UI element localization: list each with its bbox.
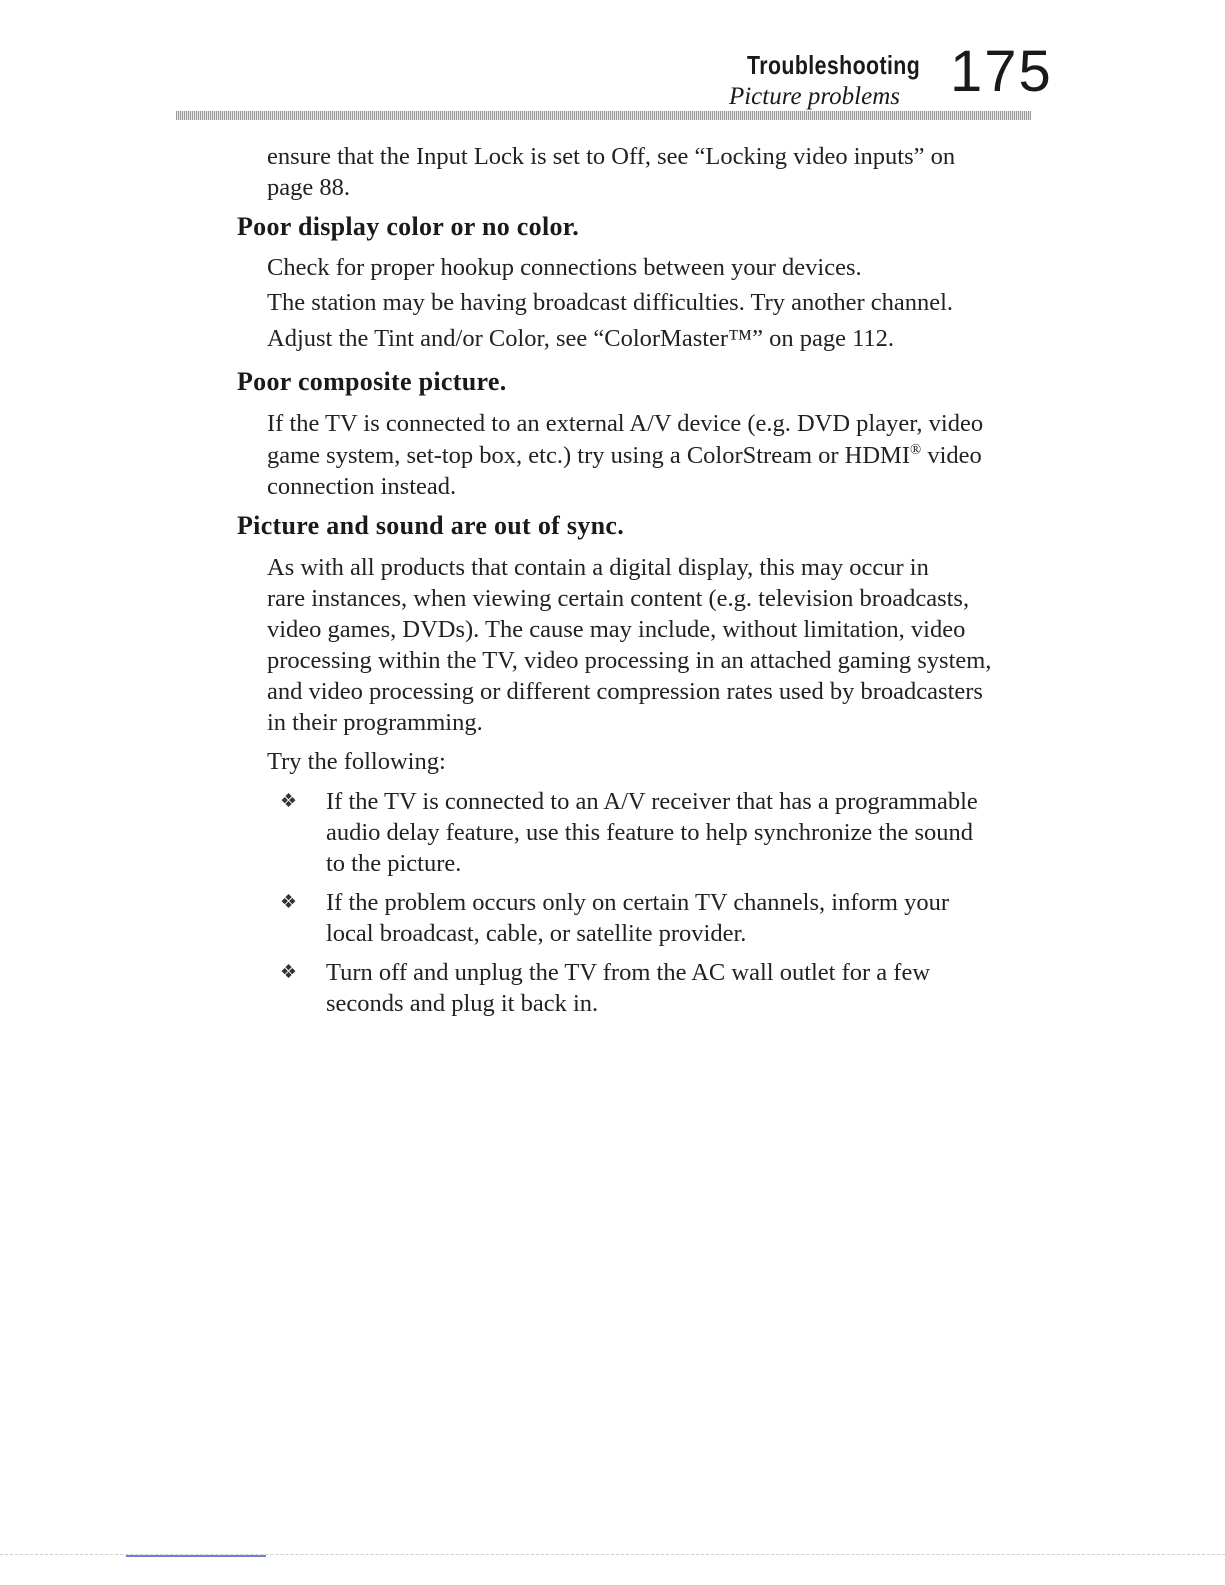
bullet-1-line-2: audio delay feature, use this feature to help synchronize the sound: [326, 819, 973, 846]
intro-line-1: ensure that the Input Lock is set to Off, see “Locking video inputs” on: [267, 143, 956, 170]
s2-line-2b: video: [921, 442, 982, 469]
s2-line-2a: game system, set-top box, etc.) try using a ColorStream or HDMI: [267, 442, 911, 469]
s1-paragraph-1: Check for proper hookup connections between your devices.: [267, 254, 862, 281]
bullet-3-line-2: seconds and plug it back in.: [326, 990, 599, 1017]
s1-paragraph-3: Adjust the Tint and/or Color, see “ColorMaster™” on page 112.: [267, 325, 895, 352]
bullet-3-line-1: Turn off and unplug the TV from the AC wall outlet for a few: [326, 959, 931, 986]
s3-line-1: As with all products that contain a digital display, this may occur in: [267, 554, 929, 581]
page-header: [0, 0, 1225, 125]
s2-line-2: [267, 441, 982, 471]
s2-line-3: connection instead.: [267, 473, 457, 500]
s2-line-1: If the TV is connected to an external A/V device (e.g. DVD player, video: [267, 410, 984, 437]
bullet-icon: ❖: [280, 892, 298, 913]
s3-line-3: video games, DVDs). The cause may include, without limitation, video: [267, 616, 966, 643]
bullet-icon: ❖: [280, 962, 298, 983]
footer-link-underline: [126, 1555, 266, 1557]
header-rule: [176, 111, 1031, 120]
s3-line-2: rare instances, when viewing certain content (e.g. television broadcasts,: [267, 585, 970, 612]
bullet-1-line-3: to the picture.: [326, 850, 462, 877]
heading-out-of-sync: Picture and sound are out of sync.: [237, 511, 624, 540]
heading-poor-composite: Poor composite picture.: [237, 367, 507, 396]
heading-poor-display-color: Poor display color or no color.: [237, 212, 580, 241]
s3-try: Try the following:: [267, 748, 446, 775]
bullet-2-line-1: If the problem occurs only on certain TV channels, inform your: [326, 889, 949, 916]
s3-line-6: in their programming.: [267, 709, 483, 736]
running-head-section: Troubleshooting: [746, 50, 920, 80]
bullet-1-line-1: If the TV is connected to an A/V receiver that has a programmable: [326, 788, 978, 815]
running-head-subsection: Picture problems: [728, 83, 900, 110]
bullet-icon: ❖: [280, 791, 298, 812]
s3-line-5: and video processing or different compression rates used by broadcasters: [267, 678, 983, 705]
intro-line-2: page 88.: [267, 174, 350, 201]
registered-mark: ®: [910, 441, 922, 458]
bullet-2-line-2: local broadcast, cable, or satellite provider.: [326, 920, 747, 947]
s3-line-4: processing within the TV, video processing in an attached gaming system,: [267, 647, 992, 674]
s1-paragraph-2: The station may be having broadcast difficulties. Try another channel.: [267, 289, 954, 316]
page-number: 175: [950, 39, 1053, 104]
